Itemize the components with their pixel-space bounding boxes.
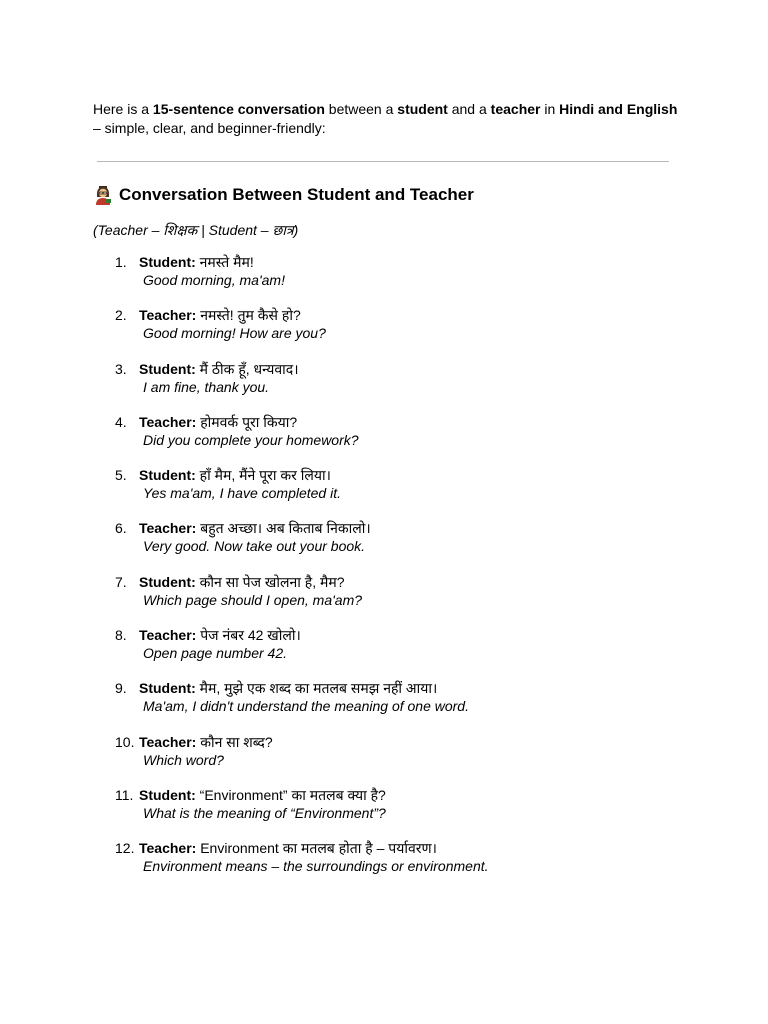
conversation-item (115, 627, 715, 680)
hindi-text: नमस्ते मैम! (195, 254, 254, 270)
intro-paragraph (93, 100, 683, 137)
english-translation: Which page should I open, ma'am? (143, 591, 363, 608)
english-translation: What is the meaning of “Environment”? (143, 804, 386, 821)
speaker-label: Student: (139, 360, 196, 377)
english-translation: Good morning! How are you? (143, 325, 326, 342)
item-number: 9. (115, 680, 127, 697)
conversation-item (115, 520, 715, 573)
item-number: 1. (115, 254, 127, 270)
conversation-item (115, 361, 715, 414)
speaker-label: Teacher: (139, 413, 197, 430)
conversation-item (115, 680, 715, 733)
item-number: 6. (115, 520, 127, 537)
item-number: 7. (115, 573, 127, 590)
speaker-label: Student: (139, 254, 196, 270)
english-translation: Good morning, ma'am! (143, 272, 285, 288)
hindi-text: कौन सा शब्द? (196, 733, 273, 750)
conversation-item (115, 414, 715, 467)
english-translation: Ma'am, I didn't understand the meaning of one word. (143, 698, 469, 715)
intro-bold-3: teacher (490, 101, 541, 117)
hindi-line (139, 680, 715, 697)
hindi-line (139, 734, 715, 751)
hindi-line (139, 787, 715, 804)
hindi-text: मैं ठीक हूँ, धन्यवाद। (195, 360, 299, 377)
hindi-text: होमवर्क पूरा किया? (196, 413, 298, 430)
conversation-item (115, 574, 715, 627)
intro-text-2: between a (324, 101, 398, 117)
intro-text-3: and a (447, 101, 491, 117)
english-translation: Yes ma'am, I have completed it. (143, 485, 341, 502)
english-translation: Did you complete your homework? (143, 431, 359, 448)
item-number: 5. (115, 467, 127, 484)
hindi-text: पेज नंबर 42 खोलो। (196, 627, 301, 644)
hindi-text: हाँ मैम, मैंने पूरा कर लिया। (195, 467, 331, 484)
hindi-line (139, 574, 715, 591)
horizontal-divider (97, 161, 669, 162)
intro-text-5: – simple, clear, and beginner-friendly: (93, 119, 326, 136)
conversation-item (115, 467, 715, 520)
hindi-line (139, 520, 715, 537)
speaker-label: Student: (139, 573, 196, 590)
item-number: 11. (115, 786, 134, 803)
item-number: 10. (115, 733, 135, 750)
english-translation: I am fine, thank you. (143, 378, 270, 395)
hindi-line (139, 361, 715, 378)
hindi-line (139, 254, 715, 271)
hindi-text: नमस्ते! तुम कैसे हो? (196, 307, 301, 324)
hindi-text: Environment का मतलब होता है – पर्यावरण। (196, 840, 437, 857)
section-heading (93, 184, 474, 206)
teacher-emoji-icon (93, 185, 113, 205)
hindi-text: बहुत अच्छा। अब किताब निकालो। (196, 520, 371, 537)
item-number: 3. (115, 360, 127, 377)
speaker-label: Teacher: (139, 840, 197, 857)
hindi-line (139, 627, 715, 644)
hindi-text: “Environment” का मतलब क्या है? (195, 786, 386, 803)
hindi-line (139, 307, 715, 324)
conversation-item (115, 254, 715, 307)
item-number: 2. (115, 307, 127, 324)
speaker-label: Teacher: (139, 520, 197, 537)
conversation-item (115, 734, 715, 787)
intro-bold-2: student (397, 101, 448, 117)
hindi-text: मैम, मुझे एक शब्द का मतलब समझ नहीं आया। (195, 680, 438, 697)
speaker-label: Student: (139, 467, 196, 484)
conversation-item (115, 307, 715, 360)
intro-bold-4: Hindi and English (559, 101, 678, 117)
item-number: 8. (115, 627, 127, 644)
speaker-label: Teacher: (139, 307, 197, 324)
english-translation: Very good. Now take out your book. (143, 538, 366, 555)
conversation-item (115, 840, 715, 893)
english-translation: Which word? (143, 751, 224, 768)
item-number: 12. (115, 840, 135, 857)
intro-bold-1: 15-sentence conversation (152, 101, 325, 117)
conversation-item (115, 787, 715, 840)
speaker-label: Student: (139, 680, 196, 697)
conversation-list (115, 254, 715, 894)
hindi-line (139, 414, 715, 431)
intro-text-4: in (540, 101, 560, 117)
speaker-label: Student: (139, 786, 196, 803)
english-translation: Environment means – the surroundings or environment. (143, 858, 489, 875)
hindi-text: कौन सा पेज खोलना है, मैम? (195, 573, 345, 590)
hindi-line (139, 840, 715, 857)
intro-text-1: Here is a (93, 101, 153, 117)
subtitle-roles: (Teacher – शिक्षक | Student – छात्र) (93, 222, 299, 238)
section-heading-text: Conversation Between Student and Teacher (119, 185, 474, 204)
hindi-line (139, 467, 715, 484)
speaker-label: Teacher: (139, 627, 197, 644)
english-translation: Open page number 42. (143, 645, 287, 662)
speaker-label: Teacher: (139, 733, 197, 750)
item-number: 4. (115, 413, 127, 430)
